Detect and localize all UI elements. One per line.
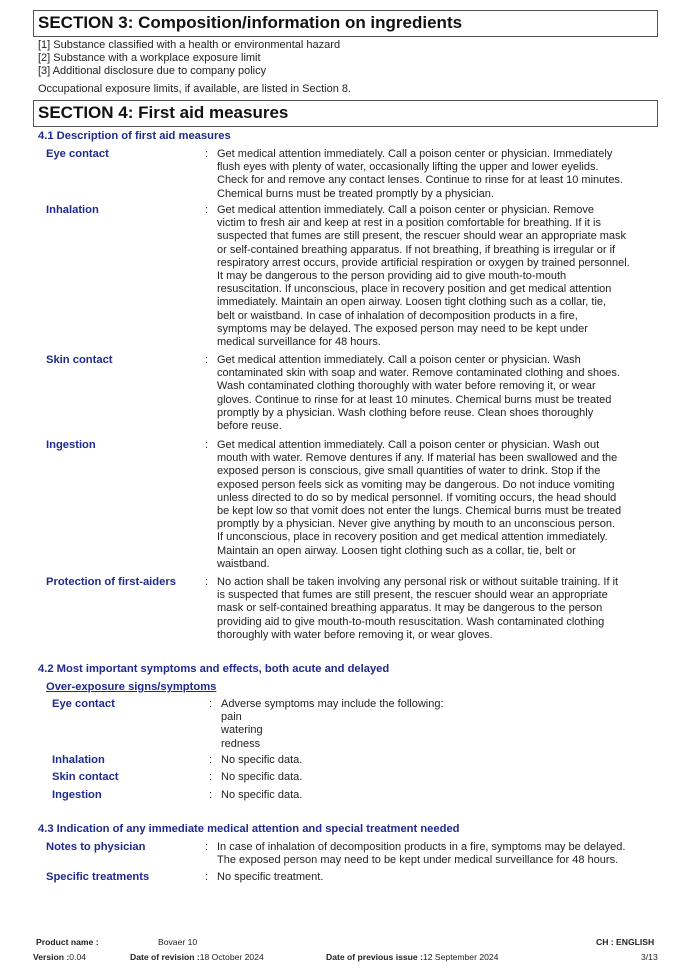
colon: :	[209, 754, 213, 766]
specific-treatments-label: Specific treatments	[46, 871, 150, 883]
ingestion-text: Get medical attention immediately. Call a poison center or physician. Wash out mouth with water. Remove dentures if any. If material has been swallowed and the exposed person is conscious, give small quantities of water to drink. Stop if the exposed person feels sick as vomiting may be dangerous. Do not induce vomiting unless directed to do so by medical personnel. If vomiting occurs, the head should be kept low so that vomit does not enter the lungs. Chemical burns must be treated promptly by a physician. Never give anything by mouth to an unconscious person. If unconscious, place in recovery position and get medical attention immediately. Maintain an open airway. Loosen tight clothing such as a collar, tie, belt or waistband.	[217, 439, 622, 570]
symptoms-skin-contact-label: Skin contact	[52, 771, 119, 783]
footer-product-name-label: Product name :	[36, 937, 99, 947]
footer-revision-date: Date of revision :18 October 2024	[130, 952, 264, 962]
symptoms-eye-contact-label: Eye contact	[52, 698, 115, 710]
colon: :	[205, 841, 209, 853]
inhalation-text: Get medical attention immediately. Call a poison center or physician. Remove victim to fresh air and keep at rest in a position comfortable for breathing. If it is suspected that fumes are still present, the rescuer should wear an appropriate mask or self-contained breathing apparatus. If not breathing, if breathing is irregular or if respiratory arrest occurs, provide artificial respiration or oxygen by trained personnel. It may be dangerous to the person providing aid to give mouth-to-mouth resuscitation. If unconscious, place in recovery position and get medical attention immediately. Maintain an open airway. Loosen tight clothing such as a collar, tie, belt or waistband. In case of inhalation of decomposition products in a fire, symptoms may be delayed. The exposed person may need to be kept under medical surveillance for 48 hours.	[217, 204, 630, 349]
protection-first-aiders-label: Protection of first-aiders	[46, 576, 176, 588]
symptoms-ingestion-label: Ingestion	[52, 789, 102, 801]
footer-version: Version :0.04	[33, 952, 87, 962]
colon: :	[205, 439, 209, 451]
eye-contact-text: Get medical attention immediately. Call a poison center or physician. Immediately flush eyes with plenty of water, occasionally lifting the upper and lower eyelids. Check for and remove any contact lenses. Continue to rinse for at least 10 minutes. Chemical burns must be treated promptly by a physician.	[217, 148, 623, 200]
colon: :	[205, 354, 209, 366]
colon: :	[205, 204, 209, 216]
symptoms-skin-contact-text: No specific data.	[221, 771, 303, 783]
footnote-1: [1] Substance classified with a health or environmental hazard	[38, 39, 341, 51]
eye-contact-label: Eye contact	[46, 148, 109, 160]
colon: :	[205, 576, 209, 588]
subsection-4-1-heading: 4.1 Description of first aid measures	[38, 130, 231, 142]
colon: :	[209, 698, 213, 710]
colon: :	[205, 148, 209, 160]
footer-language: CH : ENGLISH	[596, 937, 655, 947]
subsection-4-2-heading: 4.2 Most important symptoms and effects, both acute and delayed	[38, 663, 390, 675]
section-4-title: SECTION 4: First aid measures	[33, 100, 658, 127]
skin-contact-text: Get medical attention immediately. Call a poison center or physician. Wash contaminated skin with soap and water. Remove contaminated clothing and shoes. Wash contaminated clothing thoroughly with water before removing it, or wear gloves. Continue to rinse for at least 10 minutes. Chemical burns must be treated promptly by a physician. Wash clothing before reuse. Clean shoes thoroughly before reuse.	[217, 354, 620, 433]
exposure-limits-note: Occupational exposure limits, if available, are listed in Section 8.	[38, 83, 352, 95]
notes-to-physician-label: Notes to physician	[46, 841, 146, 853]
protection-first-aiders-text: No action shall be taken involving any personal risk or without suitable training. If it is suspected that fumes are still present, the rescuer should wear an appropriate mask or self-contained breathing apparatus. It may be dangerous to the person providing aid to give mouth-to-mouth resuscitation. Wash contaminated clothing thoroughly with water before removing it, or wear gloves.	[217, 576, 619, 641]
specific-treatments-text: No specific treatment.	[217, 871, 324, 883]
inhalation-label: Inhalation	[46, 204, 99, 216]
footnote-3: [3] Additional disclosure due to company policy	[38, 65, 267, 77]
symptoms-ingestion-text: No specific data.	[221, 789, 303, 801]
symptoms-inhalation-label: Inhalation	[52, 754, 105, 766]
footnote-2: [2] Substance with a workplace exposure limit	[38, 52, 261, 64]
subsection-4-3-heading: 4.3 Indication of any immediate medical attention and special treatment needed	[38, 823, 460, 835]
symptoms-inhalation-text: No specific data.	[221, 754, 303, 766]
footer-previous-issue-date: Date of previous issue :12 September 2024	[326, 952, 499, 962]
footer-page-number: 3/13	[641, 952, 658, 962]
section-3-title: SECTION 3: Composition/information on ingredients	[33, 10, 658, 37]
footer-product-name: Bovaer 10	[158, 937, 198, 947]
skin-contact-label: Skin contact	[46, 354, 113, 366]
over-exposure-subheading: Over-exposure signs/symptoms	[46, 681, 217, 693]
colon: :	[209, 771, 213, 783]
notes-to-physician-text: In case of inhalation of decomposition products in a fire, symptoms may be delayed. The exposed person may need to be kept under medical surveillance for 48 hours.	[217, 841, 626, 867]
colon: :	[205, 871, 209, 883]
ingestion-label: Ingestion	[46, 439, 96, 451]
colon: :	[209, 789, 213, 801]
symptoms-eye-contact-text: Adverse symptoms may include the following: pain watering redness	[221, 698, 444, 750]
